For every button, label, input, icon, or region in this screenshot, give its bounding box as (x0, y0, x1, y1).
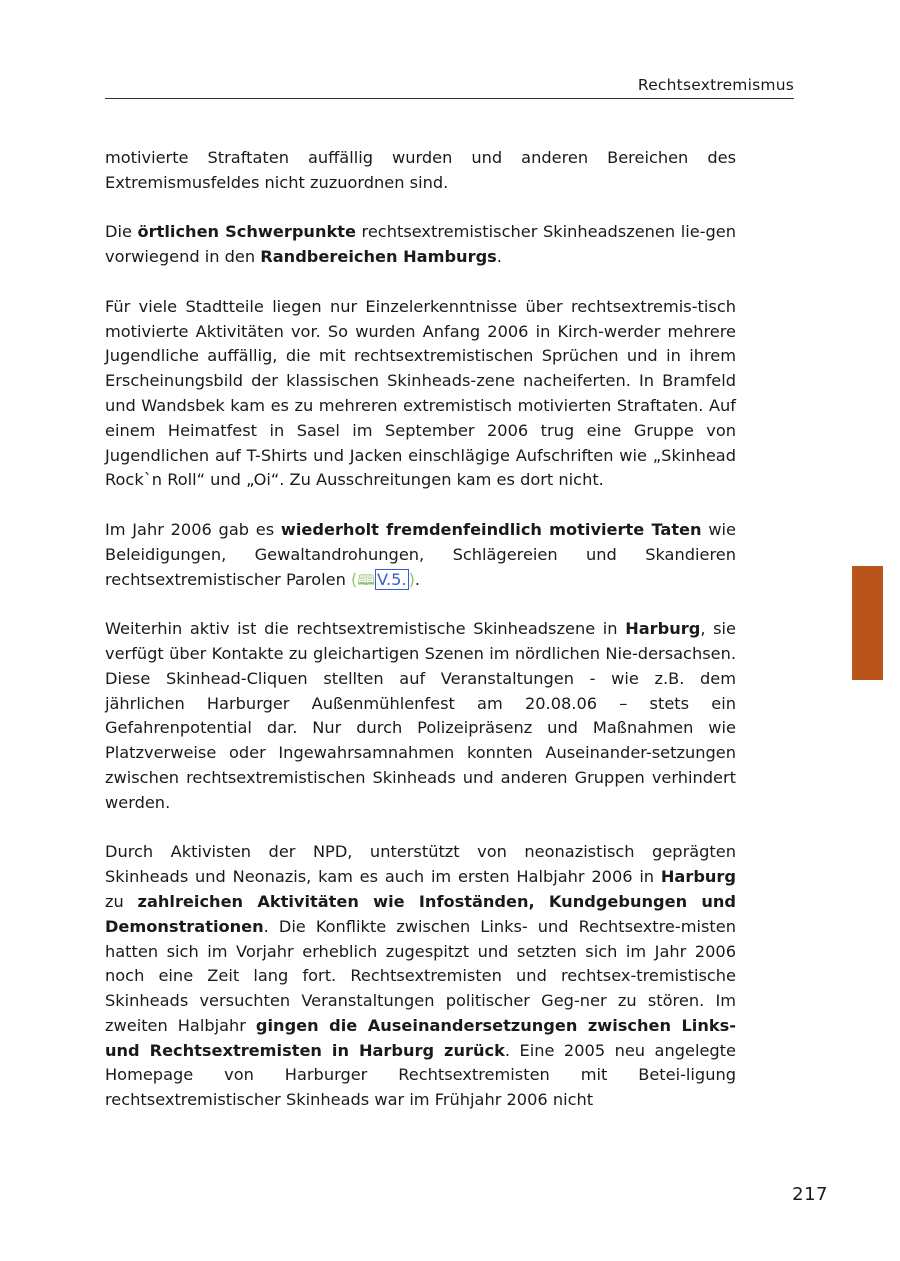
bold-run: zahlreichen Aktivitäten wie Infoständen, Kundgebungen und Demonstrationen (105, 891, 737, 936)
bold-run: örtlichen Schwerpunkte (137, 222, 356, 242)
text-run: Weiterhin aktiv ist die rechtsextremistische Skinheadszene in (105, 619, 626, 639)
text-run: . Die Konflikte zwischen Links- und Rechtsextre-misten hatten sich im Vorjahr erheblich zugespitzt und setzten sich im Jahr 2006 noch eine Zeit lang fort. Rechtsextremisten und rechtsex-tremistische Skinheads versuchten Veranstaltungen politischer Geg-ner zu stören. Im zweiten Halbjahr (105, 916, 736, 1035)
text-run: . (496, 247, 502, 267)
paragraph (105, 146, 736, 196)
cross-reference-link[interactable]: V.5. (377, 569, 407, 589)
paragraph (105, 295, 736, 493)
text-run: Für viele Stadtteile liegen nur Einzelerkenntnisse über rechtsextremis-tisch motivierte Aktivitäten vor. So wurden Anfang 2006 in Kirch-werder mehrere Jugendliche auffällig, die mit rechtsextremistischen Sprüchen und in ihrem Erscheinungsbild der klassischen Skinheads-zene nacheiferten. In Bramfeld und Wandsbek kam es zu mehreren extremistisch motivierten Straftaten. Auf einem Heimatfest in Sasel im September 2006 trug eine Gruppe von Jugendlichen auf T-Shirts und Jacken einschlägige Aufschriften wie „Skinhead Rock`n Roll“ und „Oi“. Zu Ausschreitungen kam es dort nicht. (105, 296, 736, 490)
chapter-thumb-tab (852, 566, 883, 680)
bold-run: Harburg (660, 867, 736, 887)
text-run: . Eine 2005 neu angelegte Homepage von Harburger Rechtsextremisten mit Betei-ligung rechtsextremistischer Skinheads war im Frühjahr 2006 nicht (105, 1040, 736, 1110)
page-number: 217 (792, 1184, 828, 1205)
bold-run: gingen die Auseinandersetzungen zwischen Links- und Rechtsextremisten in Harburg zurück (105, 1015, 736, 1060)
text-run: Durch Aktivisten der NPD, unterstützt von neonazistisch geprägten Skinheads und Neonazis, kam es auch im ersten Halbjahr 2006 in (105, 842, 736, 887)
book-icon: 🕮 (357, 570, 375, 589)
paragraph (105, 617, 736, 815)
running-title: Rechtsextremismus (637, 76, 794, 94)
paragraph (105, 518, 736, 592)
text-run: zu (105, 891, 138, 911)
text-run: wie Beleidigungen, Gewaltandrohungen, Schlägereien und Skandieren rechtsextremistischer Parolen (105, 519, 737, 589)
text-run: . (414, 569, 421, 589)
text-run: motivierte Straftaten auffällig wurden und anderen Bereichen des Extremismusfeldes nicht zuzuordnen sind. (105, 148, 736, 192)
text-run: Im Jahr 2006 gab es (105, 519, 281, 539)
text-run: , sie verfügt über Kontakte zu gleichartigen Szenen im nördlichen Nie-dersachsen. Diese Skinhead-Cliquen stellten auf Veranstaltungen - wie z.B. dem jährlichen Harburger Außenmühlenfest am 20.08.06 – stets ein Gefahrenpotential dar. Nur durch Polizeipräsenz und Maßnahmen wie Platzverweise oder Ingewahrsamnahmen konnten Auseinander-setzungen zwischen rechtsextremistischen Skinheads und anderen Gruppen verhindert werden. (105, 619, 736, 812)
text-run: rechtsextremistischer Skinheadszenen lie-gen vorwiegend in den (105, 222, 736, 267)
bold-run: Randbereichen Hamburgs (260, 247, 497, 267)
text-run: Die (105, 222, 138, 242)
xref-open-paren: ( (350, 569, 358, 589)
paragraph (105, 840, 736, 1113)
running-header (105, 74, 794, 99)
paragraph (105, 220, 736, 270)
bold-run: Harburg (625, 619, 701, 639)
body-text (105, 146, 736, 1138)
bold-run: wiederholt fremdenfeindlich motivierte Taten (280, 519, 702, 539)
xref-close-paren: ) (408, 569, 415, 589)
